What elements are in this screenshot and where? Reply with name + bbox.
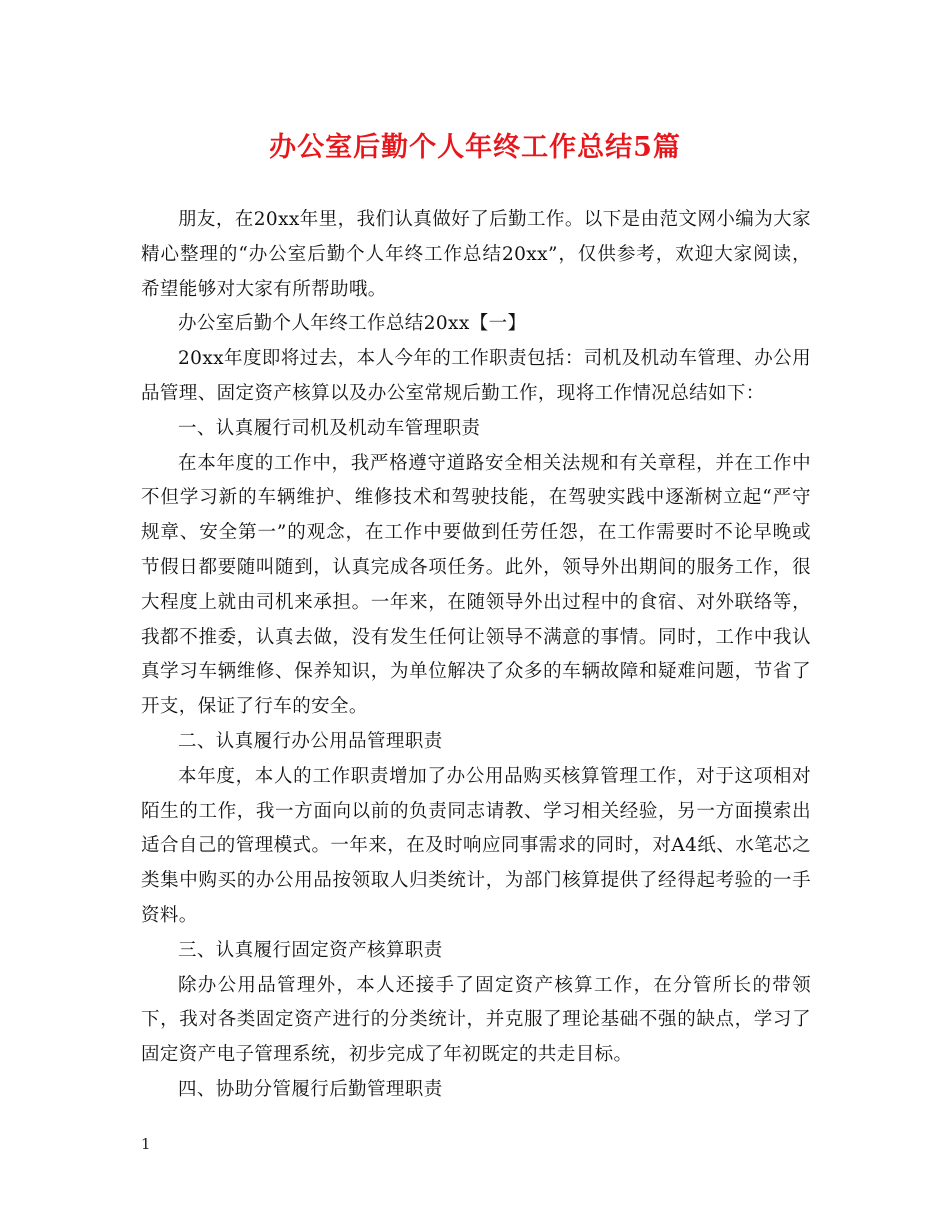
document-body (141, 203, 811, 1108)
subheading-office-supplies-duties: 二、认真履行办公用品管理职责 (178, 730, 443, 752)
driver-vehicle-paragraph: 在本年度的工作中，我严格遵守道路安全相关法规和有关章程，并在工作中不但学习新的车辆维护、维修技术和驾驶技能，在驾驶实践中逐渐树立起“严守规章、安全第一”的观念，在工作中要做到任劳任怨，在工作需要时不论早晚或节假日都要随叫随到，认真完成各项任务。此外，领导外出期间的服务工作，很大程度上就由司机来承担。一年来，在随领导外出过程中的食宿、对外联络等，我都不推委，认真去做，没有发生任何让领导不满意的事情。同时，工作中我认真学习车辆维修、保养知识，为单位解决了众多的车辆故障和疑难问题，节省了开支，保证了行车的安全。 (141, 452, 811, 718)
page-number: 1 (141, 1135, 151, 1153)
document-title: 办公室后勤个人年终工作总结5篇 (269, 132, 681, 163)
office-supplies-paragraph: 本年度，本人的工作职责增加了办公用品购买核算管理工作，对于这项相对陌生的工作，我一方面向以前的负责同志请教、学习相关经验，另一方面摸索出适合自己的管理模式。一年来，在及时响应同事需求的同时，对A4纸、水笔芯之类集中购买的办公用品按领取人归类统计，为部门核算提供了经得起考验的一手资料。 (141, 765, 811, 926)
intro-paragraph: 朋友，在20xx年里，我们认真做好了后勤工作。以下是由范文网小编为大家精心整理的“办公室后勤个人年终工作总结20xx”，仅供参考，欢迎大家阅读，希望能够对大家有所帮助哦。 (141, 209, 811, 300)
fixed-assets-paragraph: 除办公用品管理外，本人还接手了固定资产核算工作，在分管所长的带领下，我对各类固定资产进行的分类统计，并克服了理论基础不强的缺点，学习了固定资产电子管理系统，初步完成了年初既定的共走目标。 (141, 974, 811, 1066)
section-heading-part-one: 办公室后勤个人年终工作总结20xx【一】 (178, 313, 527, 335)
subheading-logistics-assist-duties: 四、协助分管履行后勤管理职责 (178, 1078, 443, 1100)
duties-overview-paragraph: 20xx年度即将过去，本人今年的工作职责包括：司机及机动车管理、办公用品管理、固定资产核算以及办公室常规后勤工作，现将工作情况总结如下： (141, 348, 811, 404)
subheading-driver-vehicle-duties: 一、认真履行司机及机动车管理职责 (178, 417, 481, 439)
subheading-fixed-assets-duties: 三、认真履行固定资产核算职责 (178, 939, 443, 961)
